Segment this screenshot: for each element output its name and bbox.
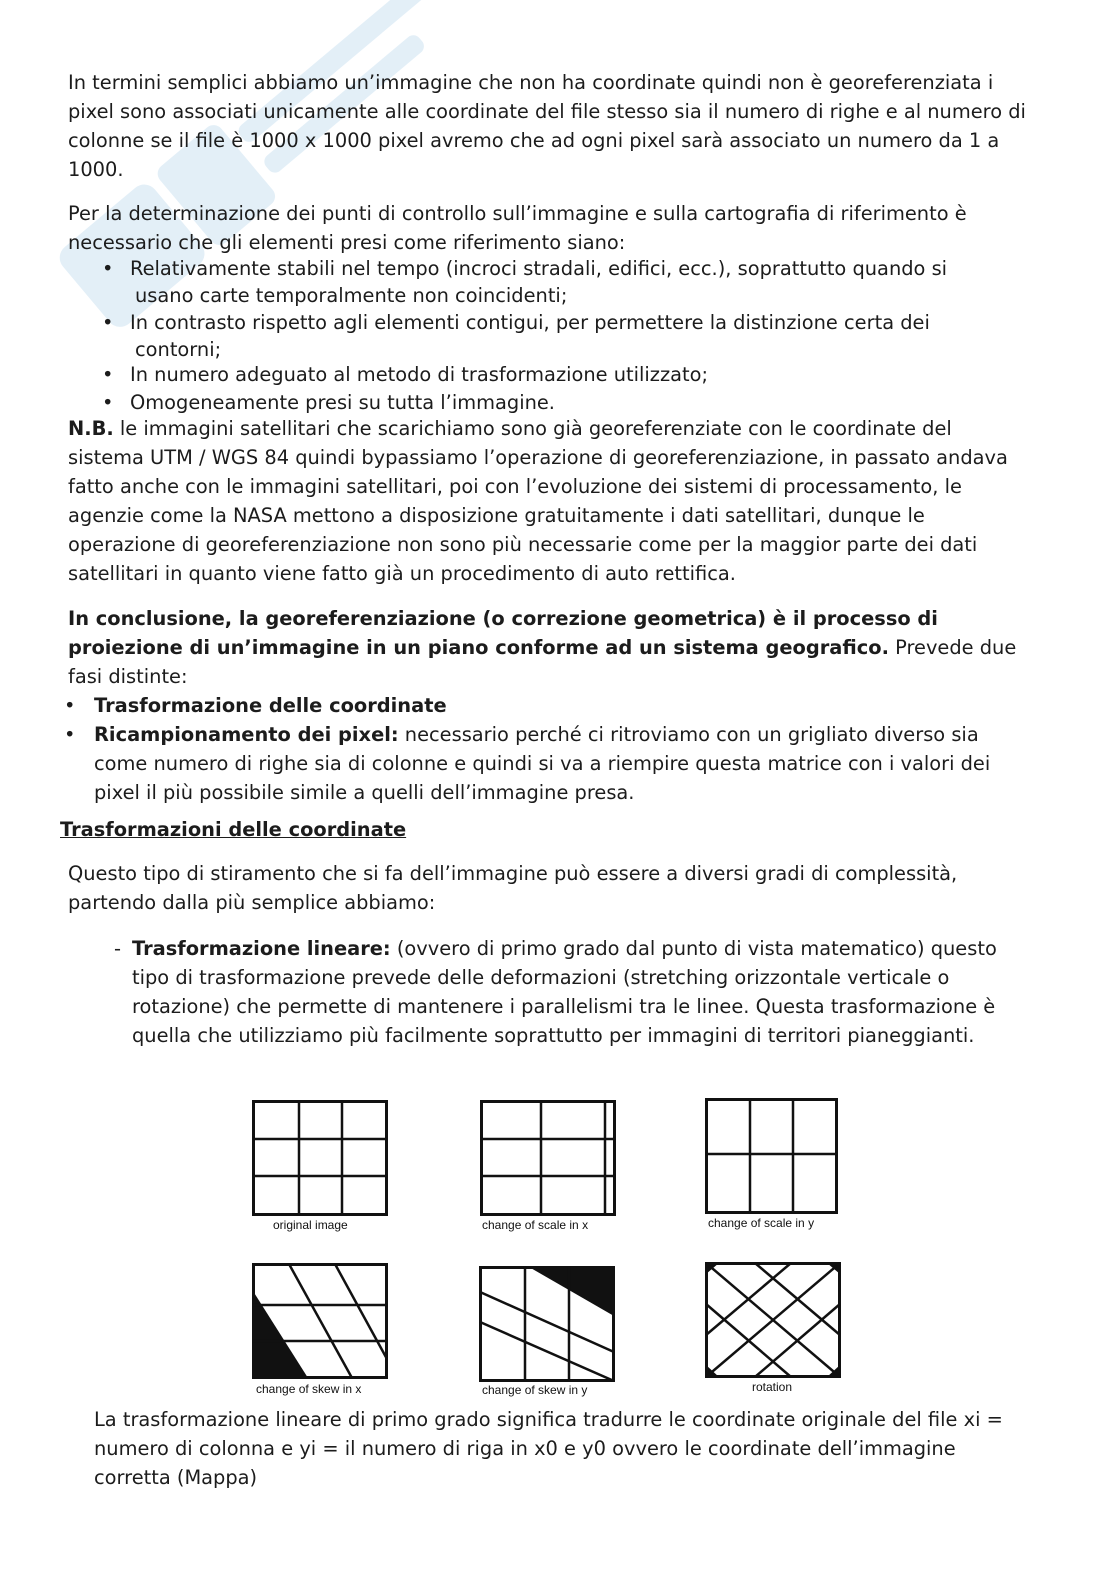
dash-bullet: -	[114, 937, 121, 960]
section-heading: Trasformazioni delle coordinate	[60, 818, 407, 841]
bullet-icon: •	[64, 723, 76, 746]
paragraph-stretching: Questo tipo di stiramento che si fa dell’immagine può essere a diversi gradi di complessità, partendo dalla più semplice abbiamo:	[68, 862, 958, 914]
grid-change-of-scale-x	[480, 1100, 616, 1216]
paragraph-intro: In termini semplici abbiamo un’immagine che non ha coordinate quindi non è georeferenziata i pixel sono associati unicamente alle coordinate del file stesso sia il numero di righe e al numero di colonne se il file è 1000 x 1000 pixel avremo che ad ogni pixel sarà associato un numero da 1 a 1000.	[68, 71, 1026, 181]
figure-caption: rotation	[752, 1380, 793, 1394]
nb-label: N.B.	[68, 417, 114, 440]
figure-caption: change of skew in x	[256, 1382, 362, 1396]
figure-caption: original image	[273, 1218, 348, 1232]
grid-rotation	[705, 1262, 841, 1378]
list-item: - Trasformazione lineare: (ovvero di primo grado dal punto di vista matematico) questo tipo di trasformazione prevede delle deformazioni (stretching orizzontale verticale o rotazione) che permette di mantenere i parallelismi tra le linee. Questa trasformazione è quella che utilizziamo più facilmente soprattutto per immagini di territori pianeggianti.	[132, 934, 1012, 1050]
figure-caption: change of scale in y	[708, 1216, 815, 1230]
paragraph-control-points: Per la determinazione dei punti di controllo sull’immagine e sulla cartografia di riferimento è necessario che gli elementi presi come riferimento siano:	[68, 202, 967, 254]
bullet-icon: •	[102, 391, 114, 414]
bullet-icon: •	[64, 694, 76, 717]
grid-change-of-scale-y	[705, 1098, 838, 1214]
paragraph-nb: N.B. le immagini satellitari che scarichiamo sono già georeferenziate con le coordinate del sistema UTM / WGS 84 quindi bypassiamo l’operazione di georeferenziazione, in passato andava fatto anche con le immagini satellitari, poi con l’evoluzione dei sistemi di processamento, le agenzie come la NASA mettono a disposizione gratuitamente i dati satellitari, dunque le operazione di georeferenziazione non sono più necessarie come per la maggior parte dei dati satellitari in quanto viene fatto già un procedimento di auto rettifica.	[68, 417, 1008, 585]
figure-caption: change of skew in y	[482, 1383, 588, 1397]
paragraph-conclusion: In conclusione, la georeferenziazione (o correzione geometrica) è il processo di proiezione di un’immagine in un piano conforme ad un sistema geografico. Prevede due fasi distinte:	[68, 607, 1017, 688]
bullet-icon: •	[102, 257, 114, 280]
list-item: • Ricampionamento dei pixel: necessario perché ci ritroviamo con un grigliato diverso sia come numero di righe sia di colonne e quindi si va a riempire questa matrice con i valori dei pixel il più possibile simile a quelli dell’immagine presa.	[94, 720, 1024, 807]
list-item: • Omogeneamente presi su tutta l’immagine.	[102, 391, 555, 414]
grid-original-image	[252, 1100, 388, 1216]
bullet-icon: •	[102, 311, 114, 334]
grid-change-of-skew-x	[252, 1263, 388, 1379]
paragraph-linear-transformation: La trasformazione lineare di primo grado significa tradurre le coordinate originale del file xi = numero di colonna e yi = il numero di riga in x0 e y0 ovvero le coordinate dell’immagine corretta (Mappa)	[94, 1408, 1003, 1489]
figure-caption: change of scale in x	[482, 1218, 589, 1232]
list-item: • In numero adeguato al metodo di trasformazione utilizzato;	[102, 363, 709, 386]
list-item: • Trasformazione delle coordinate	[94, 691, 1024, 720]
list-item: • Relativamente stabili nel tempo (incroci stradali, edifici, ecc.), soprattutto quando si usano carte temporalmente non coincidenti;	[102, 257, 948, 307]
bullet-icon: •	[102, 363, 114, 386]
list-item: • In contrasto rispetto agli elementi contigui, per permettere la distinzione certa dei contorni;	[102, 311, 930, 361]
grid-change-of-skew-y	[479, 1266, 615, 1382]
